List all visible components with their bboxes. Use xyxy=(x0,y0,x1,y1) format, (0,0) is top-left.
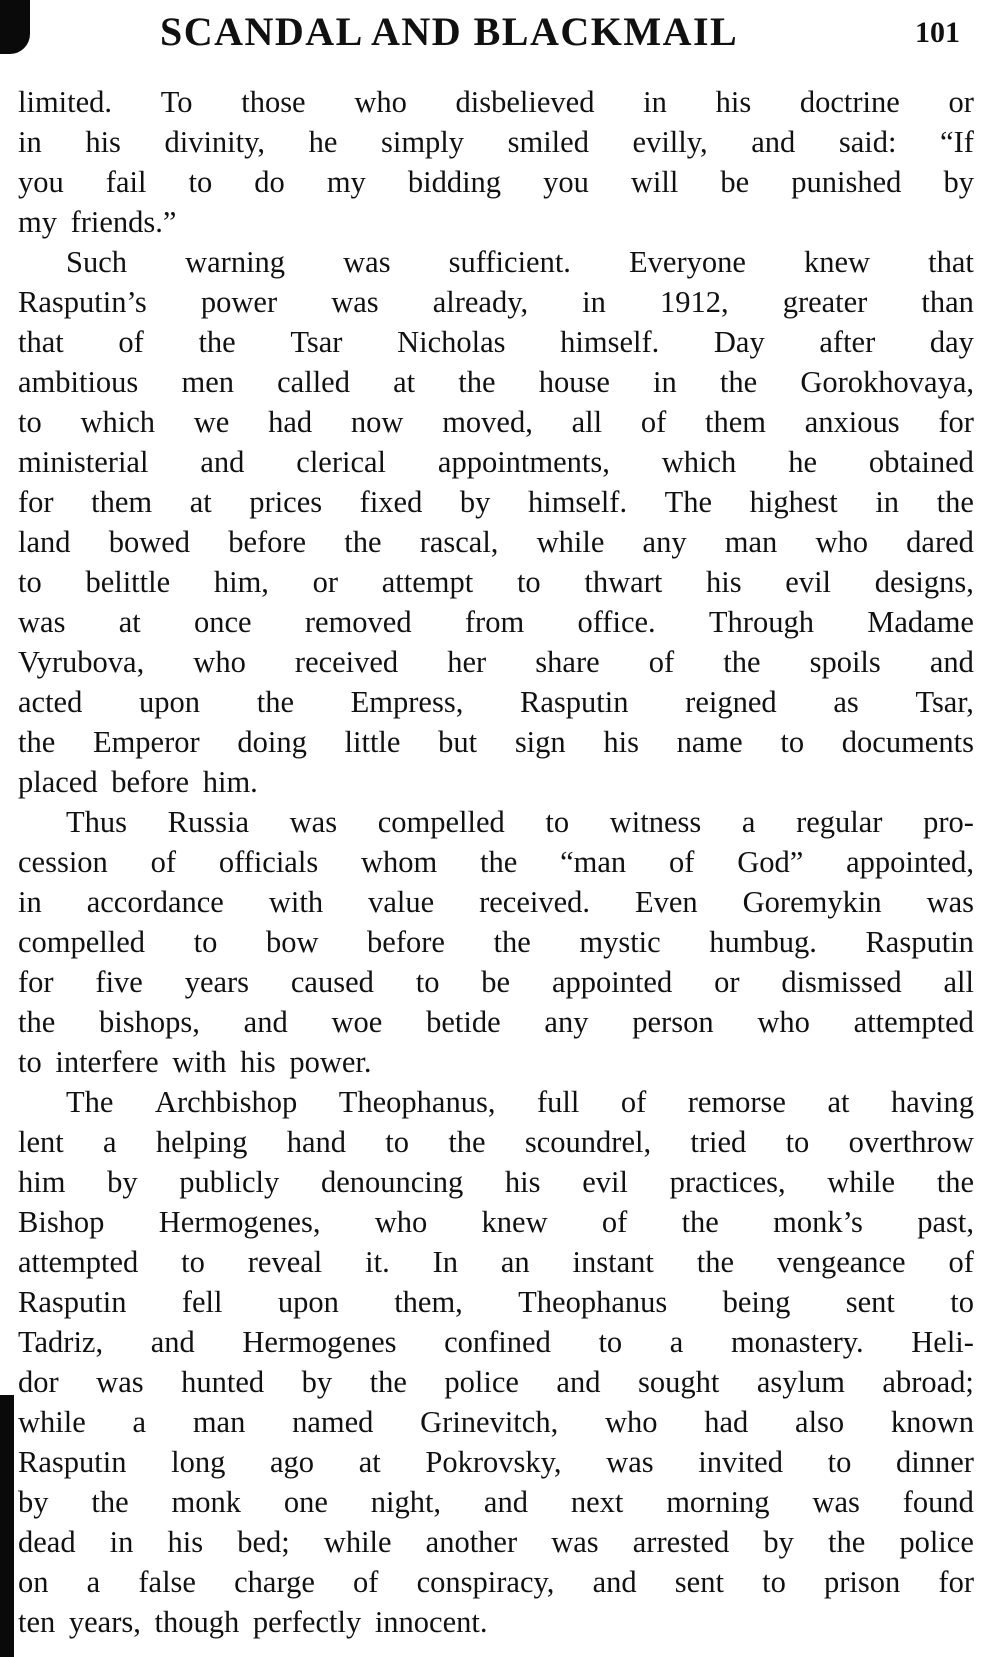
text-line: Rasputin long ago at Pokrovsky, was invited to dinner xyxy=(18,1445,974,1479)
text-line: land bowed before the rascal, while any man who dared xyxy=(18,525,974,559)
text-line: the Emperor doing little but sign his name to documents xyxy=(18,725,974,759)
text-line: to interfere with his power. xyxy=(18,1045,372,1079)
text-line: ambitious men called at the house in the Gorokhovaya, xyxy=(18,365,974,399)
text-line: while a man named Grinevitch, who had also known xyxy=(18,1405,974,1439)
text-line: in his divinity, he simply smiled evilly, and said: “If xyxy=(18,125,974,159)
text-line: to belittle him, or attempt to thwart his evil designs, xyxy=(18,565,974,599)
text-line: Such warning was sufficient. Everyone knew that xyxy=(66,245,974,279)
text-line: was at once removed from office. Through Madame xyxy=(18,605,974,639)
running-title: SCANDAL AND BLACKMAIL xyxy=(160,9,739,54)
text-line: by the monk one night, and next morning was found xyxy=(18,1485,974,1519)
text-line: Thus Russia was compelled to witness a regular pro- xyxy=(66,805,974,839)
text-line: you fail to do my bidding you will be punished by xyxy=(18,165,974,199)
text-line: ministerial and clerical appointments, which he obtained xyxy=(18,445,974,479)
text-line: that of the Tsar Nicholas himself. Day after day xyxy=(18,325,974,359)
page-number: 101 xyxy=(915,16,960,49)
text-line: Rasputin’s power was already, in 1912, greater than xyxy=(18,285,974,319)
text-line: attempted to reveal it. In an instant the vengeance of xyxy=(18,1245,974,1279)
text-line: the bishops, and woe betide any person who attempted xyxy=(18,1005,974,1039)
binding-shadow-bottom xyxy=(0,1395,14,1657)
text-line: my friends.” xyxy=(18,205,177,239)
text-line: acted upon the Empress, Rasputin reigned as Tsar, xyxy=(18,685,974,719)
text-line: cession of officials whom the “man of God” appointed, xyxy=(18,845,974,879)
text-line: in accordance with value received. Even Goremykin was xyxy=(18,885,974,919)
text-line: dead in his bed; while another was arrested by the police xyxy=(18,1525,974,1559)
text-line: lent a helping hand to the scoundrel, tried to overthrow xyxy=(18,1125,974,1159)
text-line: limited. To those who disbelieved in his doctrine or xyxy=(18,85,974,119)
text-line: The Archbishop Theophanus, full of remorse at having xyxy=(66,1085,974,1119)
text-line: compelled to bow before the mystic humbug. Rasputin xyxy=(18,925,974,959)
text-line: him by publicly denouncing his evil practices, while the xyxy=(18,1165,974,1199)
text-line: on a false charge of conspiracy, and sent to prison for xyxy=(18,1565,974,1599)
paragraph xyxy=(18,82,974,242)
body-text xyxy=(18,82,974,1642)
text-line: for them at prices fixed by himself. The highest in the xyxy=(18,485,974,519)
paragraph xyxy=(18,242,974,802)
text-line: Rasputin fell upon them, Theophanus being sent to xyxy=(18,1285,974,1319)
paragraph xyxy=(18,1082,974,1642)
text-line: to which we had now moved, all of them anxious for xyxy=(18,405,974,439)
text-line: Bishop Hermogenes, who knew of the monk’s past, xyxy=(18,1205,974,1239)
text-line: dor was hunted by the police and sought asylum abroad; xyxy=(18,1365,974,1399)
paragraph xyxy=(18,802,974,1082)
text-line: placed before him. xyxy=(18,765,258,799)
text-line: for five years caused to be appointed or dismissed all xyxy=(18,965,974,999)
page-header xyxy=(0,4,1000,64)
text-line: Vyrubova, who received her share of the spoils and xyxy=(18,645,974,679)
text-line: Tadriz, and Hermogenes confined to a monastery. Heli- xyxy=(18,1325,974,1359)
text-line: ten years, though perfectly innocent. xyxy=(18,1605,488,1639)
